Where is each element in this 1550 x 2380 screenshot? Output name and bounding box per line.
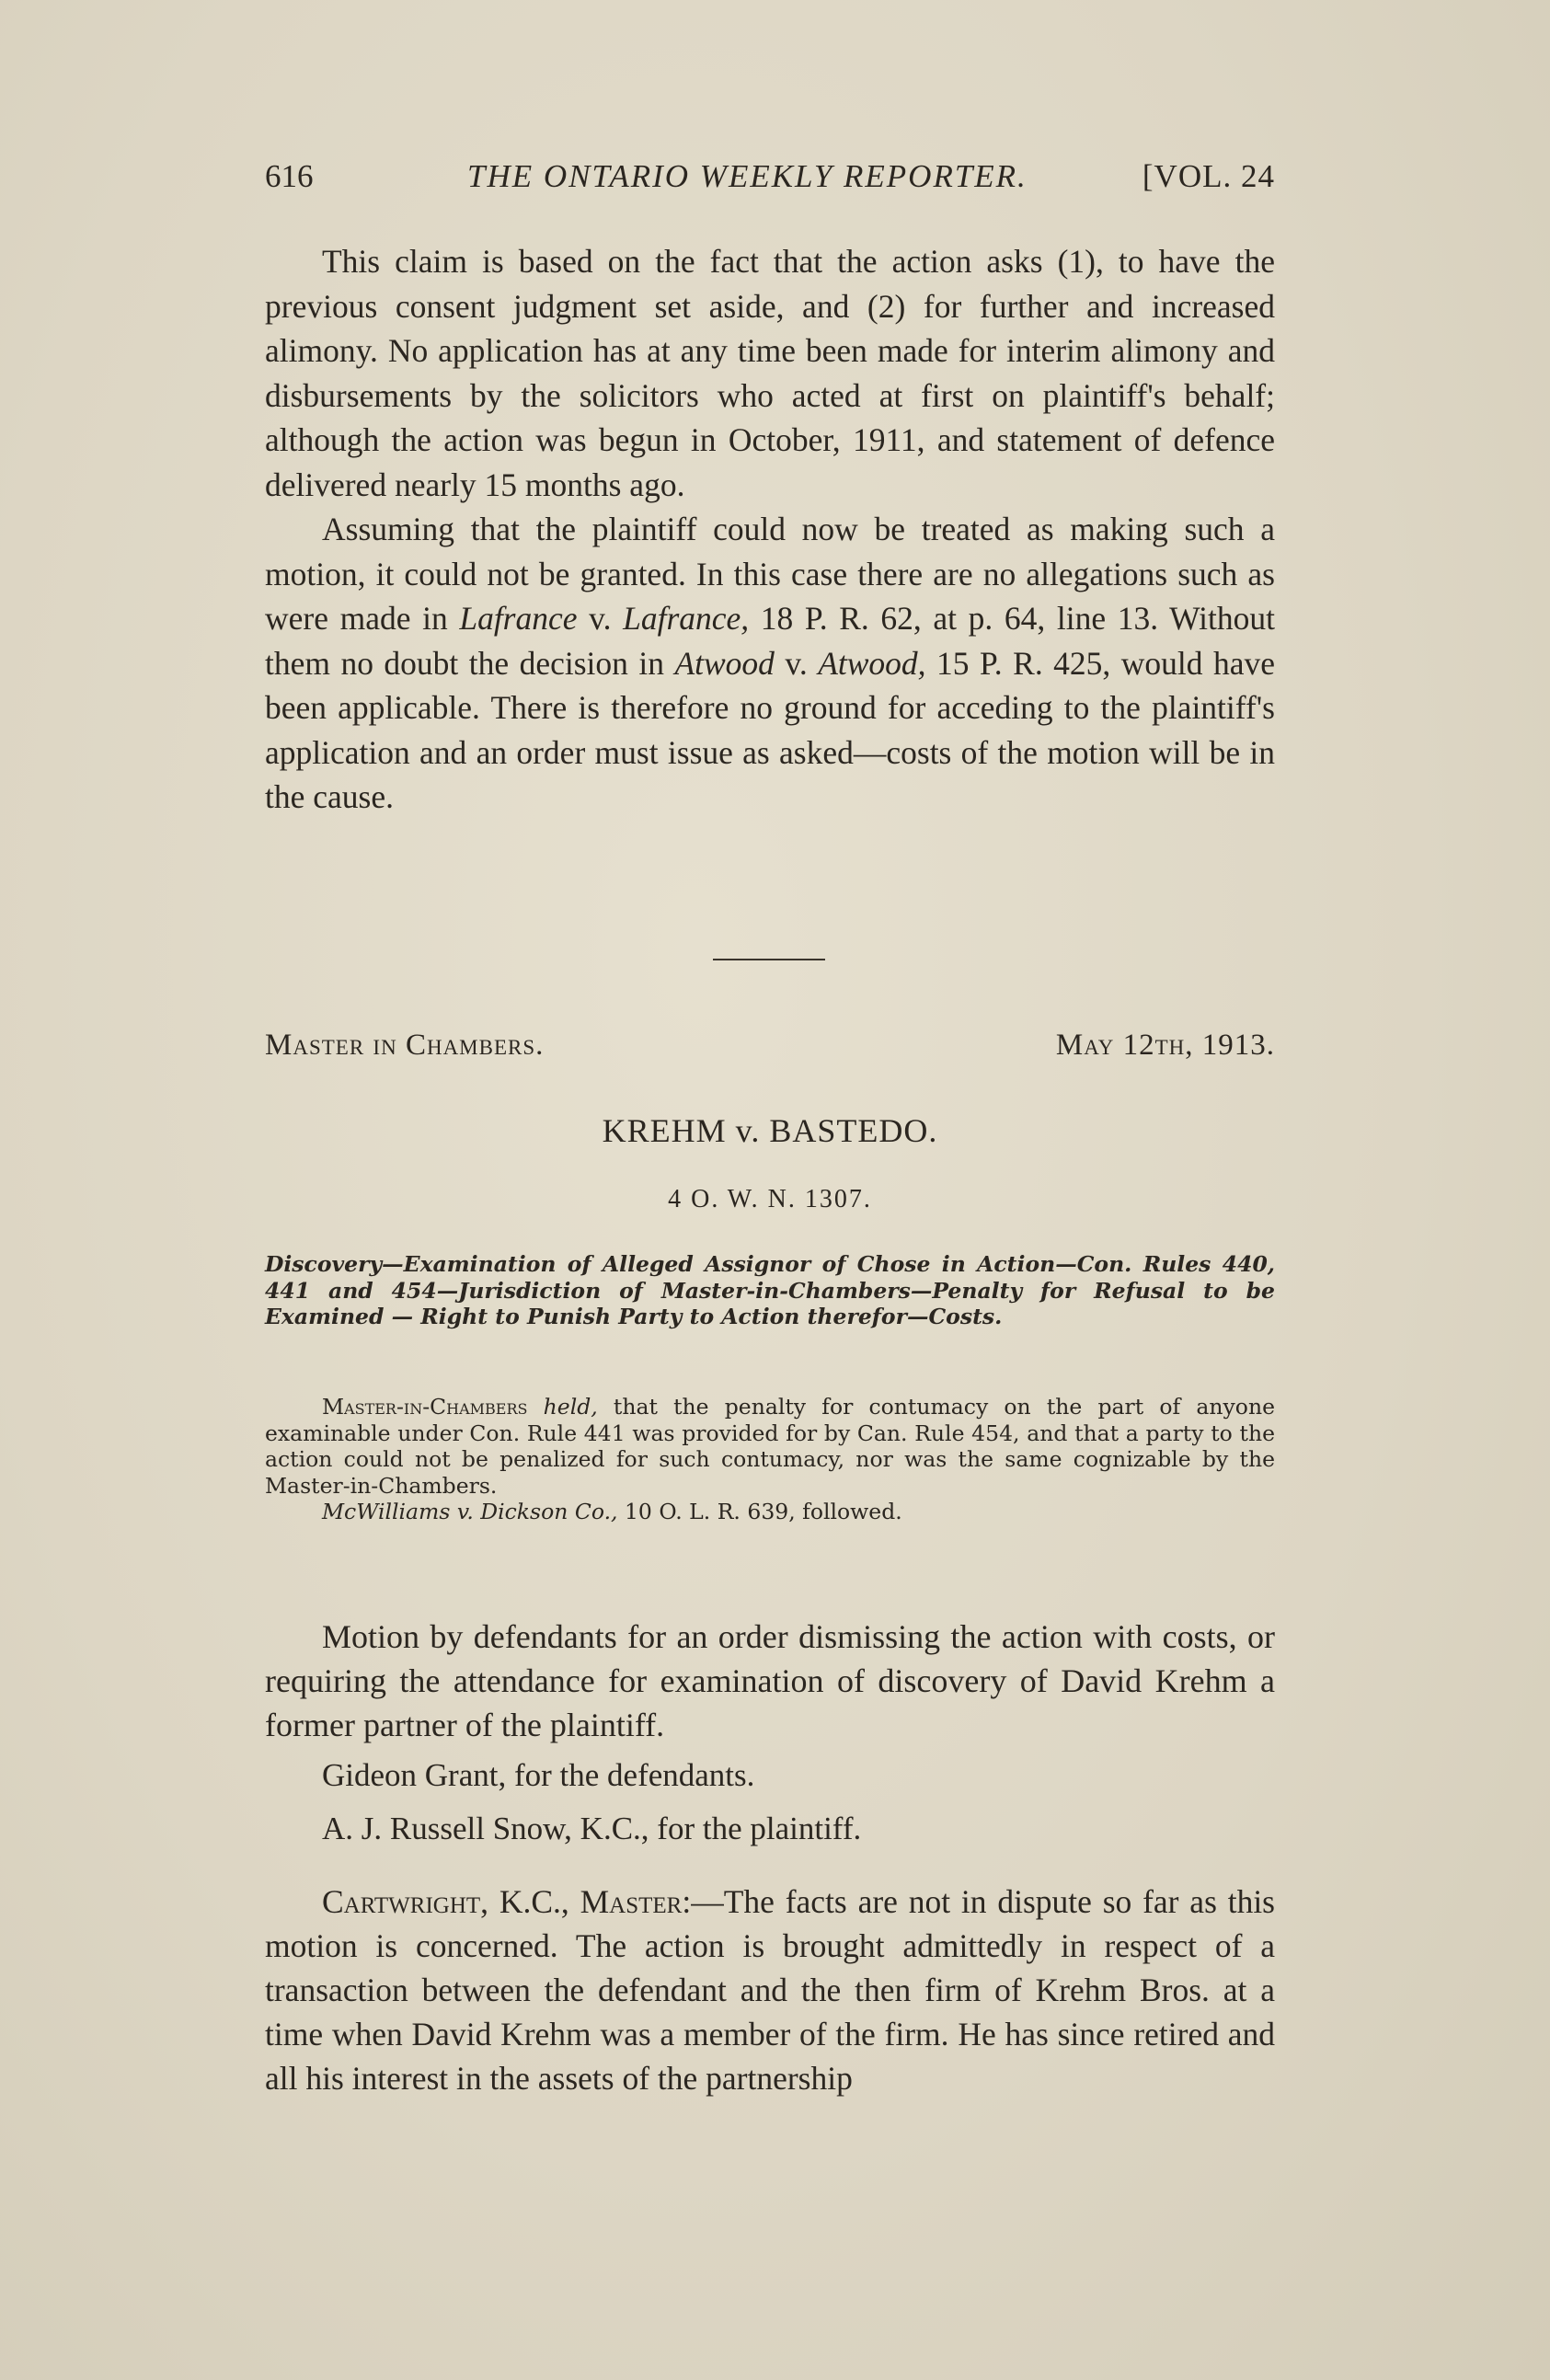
case-name: Atwood, (818, 644, 926, 682)
followed-rest: 10 O. L. R. 639, followed. (617, 1499, 902, 1524)
case-citation: 4 O. W. N. 1307. (668, 1185, 872, 1213)
running-title: THE ONTARIO WEEKLY REPORTER. (467, 158, 1028, 194)
case-name: Lafrance, (623, 600, 750, 637)
dateline (265, 1029, 1275, 1075)
volume-label: [VOL. 24 (1142, 158, 1275, 194)
followed-case: McWilliams v. Dickson Co., (322, 1499, 618, 1524)
case-name: Lafrance (459, 600, 578, 637)
opinion-paragraph (265, 1880, 1275, 2100)
holding-lead: Master-in-Chambers (322, 1394, 528, 1420)
judge-name: Cartwright, K.C., Master (322, 1883, 683, 1920)
held-word: held, (543, 1394, 598, 1420)
paragraph: This claim is based on the fact that the action asks (1), to have the previous consent judgment set aside, and (2) for further and increased alimony. No application has at any time been made for interim alimony and disbursements by the solicitors who acted at first on plaintiff's behalf; although the action was begun in October, 1911, and statement of defence delivered nearly 15 months ago. (265, 243, 1275, 503)
page-number: 616 (265, 158, 314, 194)
case-title: KREHM v. BASTEDO. (602, 1112, 938, 1149)
opinion-text: :—The facts are not in dispute so far as this motion is concerned. The action is brought admittedly in respect of a transaction between the defendant and the then firm of Krehm Bros. at a time when David Krehm was a member of the firm. He has since retired and all his interest in the assets of the partnership (265, 1883, 1275, 2097)
motion-paragraph: Motion by defendants for an order dismissing the action with costs, or requiring the attendance for examination of discovery of David Krehm a former partner of the plaintiff. (265, 1618, 1275, 1743)
court-name: Master in Chambers. (265, 1029, 545, 1062)
section-divider (713, 959, 825, 960)
counsel-defendants: Gideon Grant, for the defendants. (322, 1757, 755, 1793)
decision-date: May 12th, 1913. (1055, 1029, 1275, 1062)
running-header (265, 158, 1275, 204)
counsel-plaintiff: A. J. Russell Snow, K.C., for the plaintiff. (322, 1811, 862, 1846)
holding-text: that the penalty for contumacy on the part of anyone examinable under Con. Rule 441 was provided for by Can. Rule 454, and that a party to the action could not be penalized for such contumacy, nor was the same cognizable by the Master-in-Chambers. (265, 1394, 1275, 1499)
headnote: Discovery—Examination of Alleged Assignor of Chose in Action—Con. Rules 440, 441 and 454—Jurisdiction of Master-in-Chambers—Penalty for Refusal to be Examined — Right to Punish Party to Action therefor—Costs. (265, 1251, 1275, 1329)
holding (265, 1394, 1275, 1525)
paragraph: Assuming that the plaintiff could now be treated as making such a motion, it could not be granted. In this case there are no allegations such as were made in Lafrance v. Lafrance, 18 P. R. 62, at p. 64, line 13. Without them no doubt the decision in Atwood v. Atwood, 15 P. R. 425, would have been applicable. There is therefore no ground for acceding to the plaintiff's application and an order must issue as asked—costs of the motion will be in the cause. (265, 511, 1275, 815)
previous-case-text (265, 239, 1275, 820)
case-name: Atwood (674, 644, 775, 682)
